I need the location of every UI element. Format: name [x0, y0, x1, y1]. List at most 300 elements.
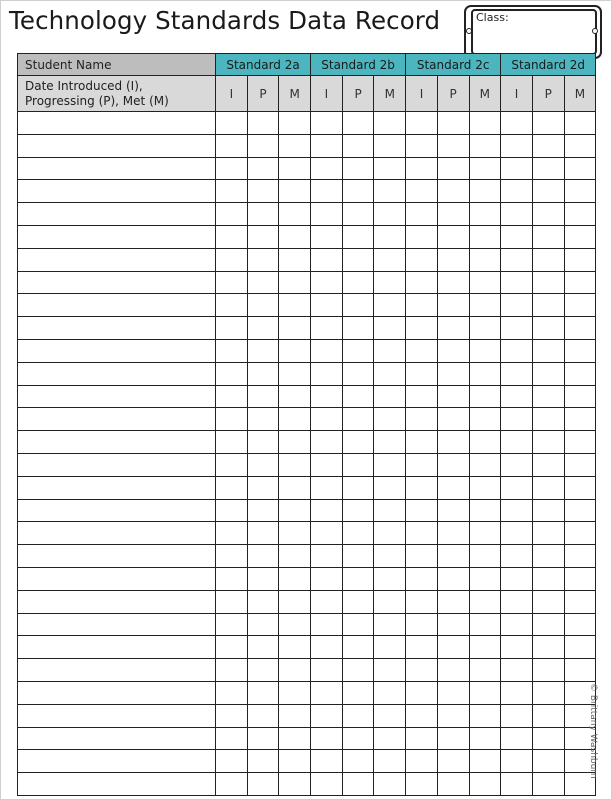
status-cell[interactable] [437, 659, 469, 682]
status-cell[interactable] [406, 613, 438, 636]
status-cell[interactable] [564, 659, 596, 682]
status-cell[interactable] [469, 225, 501, 248]
status-cell[interactable] [469, 522, 501, 545]
status-cell[interactable] [374, 681, 406, 704]
status-cell[interactable] [532, 225, 564, 248]
status-cell[interactable] [532, 203, 564, 226]
status-cell[interactable] [564, 180, 596, 203]
status-cell[interactable] [374, 271, 406, 294]
status-cell[interactable] [374, 636, 406, 659]
status-cell[interactable] [311, 590, 343, 613]
status-cell[interactable] [406, 225, 438, 248]
status-cell[interactable] [216, 567, 248, 590]
status-cell[interactable] [406, 727, 438, 750]
status-cell[interactable] [247, 271, 279, 294]
status-cell[interactable] [342, 203, 374, 226]
status-cell[interactable] [532, 157, 564, 180]
status-cell[interactable] [437, 431, 469, 454]
status-cell[interactable] [374, 180, 406, 203]
status-cell[interactable] [216, 659, 248, 682]
status-cell[interactable] [374, 248, 406, 271]
student-name-cell[interactable] [18, 453, 216, 476]
status-cell[interactable] [216, 453, 248, 476]
status-cell[interactable] [437, 522, 469, 545]
status-cell[interactable] [532, 362, 564, 385]
student-name-cell[interactable] [18, 385, 216, 408]
status-cell[interactable] [532, 476, 564, 499]
status-cell[interactable] [501, 431, 533, 454]
status-cell[interactable] [406, 522, 438, 545]
status-cell[interactable] [437, 112, 469, 135]
status-cell[interactable] [469, 545, 501, 568]
status-cell[interactable] [532, 112, 564, 135]
status-cell[interactable] [216, 339, 248, 362]
status-cell[interactable] [247, 317, 279, 340]
status-cell[interactable] [406, 567, 438, 590]
status-cell[interactable] [247, 339, 279, 362]
status-cell[interactable] [532, 727, 564, 750]
status-cell[interactable] [247, 659, 279, 682]
status-cell[interactable] [374, 385, 406, 408]
status-cell[interactable] [311, 750, 343, 773]
status-cell[interactable] [469, 704, 501, 727]
student-name-cell[interactable] [18, 271, 216, 294]
status-cell[interactable] [247, 522, 279, 545]
status-cell[interactable] [501, 294, 533, 317]
student-name-cell[interactable] [18, 112, 216, 135]
status-cell[interactable] [406, 636, 438, 659]
status-cell[interactable] [216, 362, 248, 385]
status-cell[interactable] [374, 567, 406, 590]
status-cell[interactable] [247, 545, 279, 568]
status-cell[interactable] [279, 499, 311, 522]
student-name-cell[interactable] [18, 750, 216, 773]
status-cell[interactable] [532, 681, 564, 704]
status-cell[interactable] [469, 271, 501, 294]
status-cell[interactable] [501, 636, 533, 659]
status-cell[interactable] [501, 112, 533, 135]
student-name-cell[interactable] [18, 248, 216, 271]
status-cell[interactable] [279, 180, 311, 203]
status-cell[interactable] [216, 773, 248, 796]
status-cell[interactable] [564, 408, 596, 431]
status-cell[interactable] [342, 385, 374, 408]
status-cell[interactable] [311, 134, 343, 157]
status-cell[interactable] [311, 567, 343, 590]
status-cell[interactable] [501, 727, 533, 750]
student-name-cell[interactable] [18, 339, 216, 362]
status-cell[interactable] [247, 636, 279, 659]
status-cell[interactable] [342, 408, 374, 431]
status-cell[interactable] [342, 453, 374, 476]
status-cell[interactable] [216, 271, 248, 294]
student-name-cell[interactable] [18, 681, 216, 704]
student-name-cell[interactable] [18, 317, 216, 340]
status-cell[interactable] [216, 317, 248, 340]
status-cell[interactable] [247, 476, 279, 499]
status-cell[interactable] [311, 636, 343, 659]
status-cell[interactable] [501, 317, 533, 340]
status-cell[interactable] [501, 773, 533, 796]
status-cell[interactable] [437, 590, 469, 613]
status-cell[interactable] [437, 567, 469, 590]
status-cell[interactable] [501, 225, 533, 248]
status-cell[interactable] [342, 613, 374, 636]
status-cell[interactable] [437, 134, 469, 157]
status-cell[interactable] [374, 499, 406, 522]
status-cell[interactable] [311, 112, 343, 135]
status-cell[interactable] [501, 704, 533, 727]
status-cell[interactable] [279, 613, 311, 636]
status-cell[interactable] [311, 773, 343, 796]
student-name-cell[interactable] [18, 476, 216, 499]
status-cell[interactable] [247, 408, 279, 431]
status-cell[interactable] [279, 476, 311, 499]
status-cell[interactable] [437, 362, 469, 385]
status-cell[interactable] [406, 271, 438, 294]
status-cell[interactable] [216, 545, 248, 568]
student-name-cell[interactable] [18, 225, 216, 248]
status-cell[interactable] [311, 431, 343, 454]
status-cell[interactable] [311, 294, 343, 317]
status-cell[interactable] [374, 522, 406, 545]
status-cell[interactable] [342, 636, 374, 659]
status-cell[interactable] [342, 659, 374, 682]
status-cell[interactable] [311, 317, 343, 340]
status-cell[interactable] [469, 567, 501, 590]
status-cell[interactable] [406, 750, 438, 773]
status-cell[interactable] [469, 431, 501, 454]
status-cell[interactable] [311, 180, 343, 203]
status-cell[interactable] [532, 659, 564, 682]
status-cell[interactable] [501, 203, 533, 226]
status-cell[interactable] [501, 180, 533, 203]
status-cell[interactable] [374, 408, 406, 431]
student-name-cell[interactable] [18, 567, 216, 590]
status-cell[interactable] [501, 134, 533, 157]
status-cell[interactable] [501, 613, 533, 636]
status-cell[interactable] [532, 294, 564, 317]
status-cell[interactable] [216, 134, 248, 157]
status-cell[interactable] [437, 681, 469, 704]
status-cell[interactable] [216, 636, 248, 659]
status-cell[interactable] [216, 750, 248, 773]
status-cell[interactable] [311, 659, 343, 682]
status-cell[interactable] [437, 613, 469, 636]
status-cell[interactable] [564, 294, 596, 317]
status-cell[interactable] [406, 112, 438, 135]
status-cell[interactable] [501, 567, 533, 590]
status-cell[interactable] [216, 180, 248, 203]
status-cell[interactable] [216, 727, 248, 750]
status-cell[interactable] [374, 203, 406, 226]
status-cell[interactable] [564, 522, 596, 545]
status-cell[interactable] [406, 248, 438, 271]
status-cell[interactable] [564, 567, 596, 590]
status-cell[interactable] [247, 773, 279, 796]
status-cell[interactable] [437, 453, 469, 476]
status-cell[interactable] [532, 750, 564, 773]
status-cell[interactable] [564, 476, 596, 499]
status-cell[interactable] [501, 659, 533, 682]
status-cell[interactable] [406, 157, 438, 180]
status-cell[interactable] [247, 750, 279, 773]
status-cell[interactable] [437, 339, 469, 362]
status-cell[interactable] [279, 750, 311, 773]
status-cell[interactable] [564, 248, 596, 271]
status-cell[interactable] [437, 225, 469, 248]
student-name-cell[interactable] [18, 545, 216, 568]
student-name-cell[interactable] [18, 157, 216, 180]
status-cell[interactable] [564, 362, 596, 385]
student-name-cell[interactable] [18, 522, 216, 545]
status-cell[interactable] [216, 294, 248, 317]
status-cell[interactable] [342, 567, 374, 590]
status-cell[interactable] [532, 773, 564, 796]
status-cell[interactable] [374, 453, 406, 476]
status-cell[interactable] [279, 271, 311, 294]
status-cell[interactable] [342, 750, 374, 773]
student-name-cell[interactable] [18, 659, 216, 682]
status-cell[interactable] [247, 180, 279, 203]
status-cell[interactable] [279, 385, 311, 408]
status-cell[interactable] [247, 567, 279, 590]
status-cell[interactable] [311, 727, 343, 750]
status-cell[interactable] [374, 294, 406, 317]
status-cell[interactable] [501, 385, 533, 408]
status-cell[interactable] [279, 636, 311, 659]
status-cell[interactable] [311, 203, 343, 226]
status-cell[interactable] [374, 727, 406, 750]
status-cell[interactable] [469, 157, 501, 180]
student-name-cell[interactable] [18, 499, 216, 522]
status-cell[interactable] [532, 271, 564, 294]
status-cell[interactable] [342, 590, 374, 613]
status-cell[interactable] [564, 203, 596, 226]
status-cell[interactable] [374, 613, 406, 636]
status-cell[interactable] [501, 590, 533, 613]
status-cell[interactable] [501, 499, 533, 522]
status-cell[interactable] [469, 590, 501, 613]
status-cell[interactable] [216, 590, 248, 613]
status-cell[interactable] [469, 203, 501, 226]
student-name-cell[interactable] [18, 408, 216, 431]
status-cell[interactable] [279, 727, 311, 750]
status-cell[interactable] [311, 339, 343, 362]
status-cell[interactable] [564, 225, 596, 248]
status-cell[interactable] [469, 636, 501, 659]
status-cell[interactable] [469, 773, 501, 796]
status-cell[interactable] [437, 773, 469, 796]
status-cell[interactable] [216, 681, 248, 704]
status-cell[interactable] [501, 522, 533, 545]
status-cell[interactable] [469, 134, 501, 157]
status-cell[interactable] [564, 271, 596, 294]
status-cell[interactable] [216, 499, 248, 522]
status-cell[interactable] [564, 112, 596, 135]
student-name-cell[interactable] [18, 727, 216, 750]
status-cell[interactable] [311, 385, 343, 408]
status-cell[interactable] [469, 613, 501, 636]
status-cell[interactable] [406, 590, 438, 613]
status-cell[interactable] [437, 704, 469, 727]
status-cell[interactable] [216, 522, 248, 545]
status-cell[interactable] [469, 727, 501, 750]
status-cell[interactable] [532, 613, 564, 636]
status-cell[interactable] [564, 339, 596, 362]
status-cell[interactable] [342, 339, 374, 362]
status-cell[interactable] [406, 180, 438, 203]
status-cell[interactable] [247, 431, 279, 454]
status-cell[interactable] [564, 385, 596, 408]
status-cell[interactable] [247, 453, 279, 476]
status-cell[interactable] [247, 385, 279, 408]
status-cell[interactable] [279, 317, 311, 340]
student-name-cell[interactable] [18, 180, 216, 203]
student-name-cell[interactable] [18, 773, 216, 796]
status-cell[interactable] [279, 704, 311, 727]
status-cell[interactable] [501, 476, 533, 499]
status-cell[interactable] [247, 157, 279, 180]
status-cell[interactable] [247, 225, 279, 248]
status-cell[interactable] [406, 408, 438, 431]
student-name-cell[interactable] [18, 704, 216, 727]
status-cell[interactable] [406, 385, 438, 408]
status-cell[interactable] [437, 476, 469, 499]
student-name-cell[interactable] [18, 636, 216, 659]
status-cell[interactable] [216, 385, 248, 408]
status-cell[interactable] [532, 180, 564, 203]
status-cell[interactable] [342, 681, 374, 704]
status-cell[interactable] [311, 271, 343, 294]
status-cell[interactable] [501, 157, 533, 180]
status-cell[interactable] [279, 362, 311, 385]
status-cell[interactable] [469, 408, 501, 431]
status-cell[interactable] [374, 112, 406, 135]
status-cell[interactable] [216, 225, 248, 248]
student-name-cell[interactable] [18, 613, 216, 636]
status-cell[interactable] [469, 385, 501, 408]
status-cell[interactable] [437, 727, 469, 750]
student-name-cell[interactable] [18, 431, 216, 454]
status-cell[interactable] [247, 727, 279, 750]
status-cell[interactable] [532, 317, 564, 340]
status-cell[interactable] [374, 545, 406, 568]
status-cell[interactable] [564, 431, 596, 454]
status-cell[interactable] [406, 453, 438, 476]
status-cell[interactable] [469, 750, 501, 773]
status-cell[interactable] [406, 339, 438, 362]
status-cell[interactable] [311, 225, 343, 248]
status-cell[interactable] [406, 681, 438, 704]
status-cell[interactable] [437, 203, 469, 226]
status-cell[interactable] [437, 750, 469, 773]
student-name-cell[interactable] [18, 362, 216, 385]
status-cell[interactable] [564, 613, 596, 636]
status-cell[interactable] [342, 362, 374, 385]
status-cell[interactable] [532, 431, 564, 454]
status-cell[interactable] [469, 339, 501, 362]
status-cell[interactable] [406, 431, 438, 454]
status-cell[interactable] [279, 408, 311, 431]
status-cell[interactable] [311, 545, 343, 568]
status-cell[interactable] [437, 408, 469, 431]
status-cell[interactable] [247, 248, 279, 271]
status-cell[interactable] [342, 112, 374, 135]
status-cell[interactable] [342, 704, 374, 727]
status-cell[interactable] [342, 476, 374, 499]
status-cell[interactable] [501, 545, 533, 568]
status-cell[interactable] [406, 134, 438, 157]
status-cell[interactable] [406, 203, 438, 226]
status-cell[interactable] [374, 773, 406, 796]
status-cell[interactable] [342, 225, 374, 248]
status-cell[interactable] [247, 590, 279, 613]
status-cell[interactable] [279, 134, 311, 157]
status-cell[interactable] [564, 590, 596, 613]
status-cell[interactable] [374, 590, 406, 613]
status-cell[interactable] [279, 294, 311, 317]
status-cell[interactable] [279, 659, 311, 682]
status-cell[interactable] [279, 567, 311, 590]
status-cell[interactable] [469, 317, 501, 340]
status-cell[interactable] [311, 408, 343, 431]
status-cell[interactable] [532, 567, 564, 590]
status-cell[interactable] [469, 681, 501, 704]
status-cell[interactable] [406, 704, 438, 727]
status-cell[interactable] [247, 112, 279, 135]
status-cell[interactable] [279, 203, 311, 226]
status-cell[interactable] [342, 180, 374, 203]
status-cell[interactable] [247, 681, 279, 704]
status-cell[interactable] [342, 727, 374, 750]
status-cell[interactable] [279, 522, 311, 545]
status-cell[interactable] [311, 453, 343, 476]
status-cell[interactable] [437, 545, 469, 568]
status-cell[interactable] [469, 362, 501, 385]
status-cell[interactable] [406, 476, 438, 499]
status-cell[interactable] [406, 362, 438, 385]
status-cell[interactable] [406, 545, 438, 568]
status-cell[interactable] [216, 476, 248, 499]
status-cell[interactable] [564, 545, 596, 568]
status-cell[interactable] [342, 545, 374, 568]
status-cell[interactable] [311, 248, 343, 271]
student-name-cell[interactable] [18, 203, 216, 226]
status-cell[interactable] [374, 431, 406, 454]
status-cell[interactable] [469, 180, 501, 203]
status-cell[interactable] [279, 453, 311, 476]
status-cell[interactable] [311, 704, 343, 727]
status-cell[interactable] [437, 317, 469, 340]
status-cell[interactable] [374, 750, 406, 773]
status-cell[interactable] [311, 681, 343, 704]
status-cell[interactable] [247, 499, 279, 522]
status-cell[interactable] [374, 225, 406, 248]
status-cell[interactable] [247, 134, 279, 157]
status-cell[interactable] [532, 636, 564, 659]
status-cell[interactable] [437, 180, 469, 203]
status-cell[interactable] [279, 681, 311, 704]
status-cell[interactable] [437, 636, 469, 659]
status-cell[interactable] [532, 545, 564, 568]
status-cell[interactable] [469, 476, 501, 499]
status-cell[interactable] [437, 499, 469, 522]
status-cell[interactable] [279, 590, 311, 613]
status-cell[interactable] [216, 248, 248, 271]
status-cell[interactable] [406, 773, 438, 796]
status-cell[interactable] [279, 112, 311, 135]
